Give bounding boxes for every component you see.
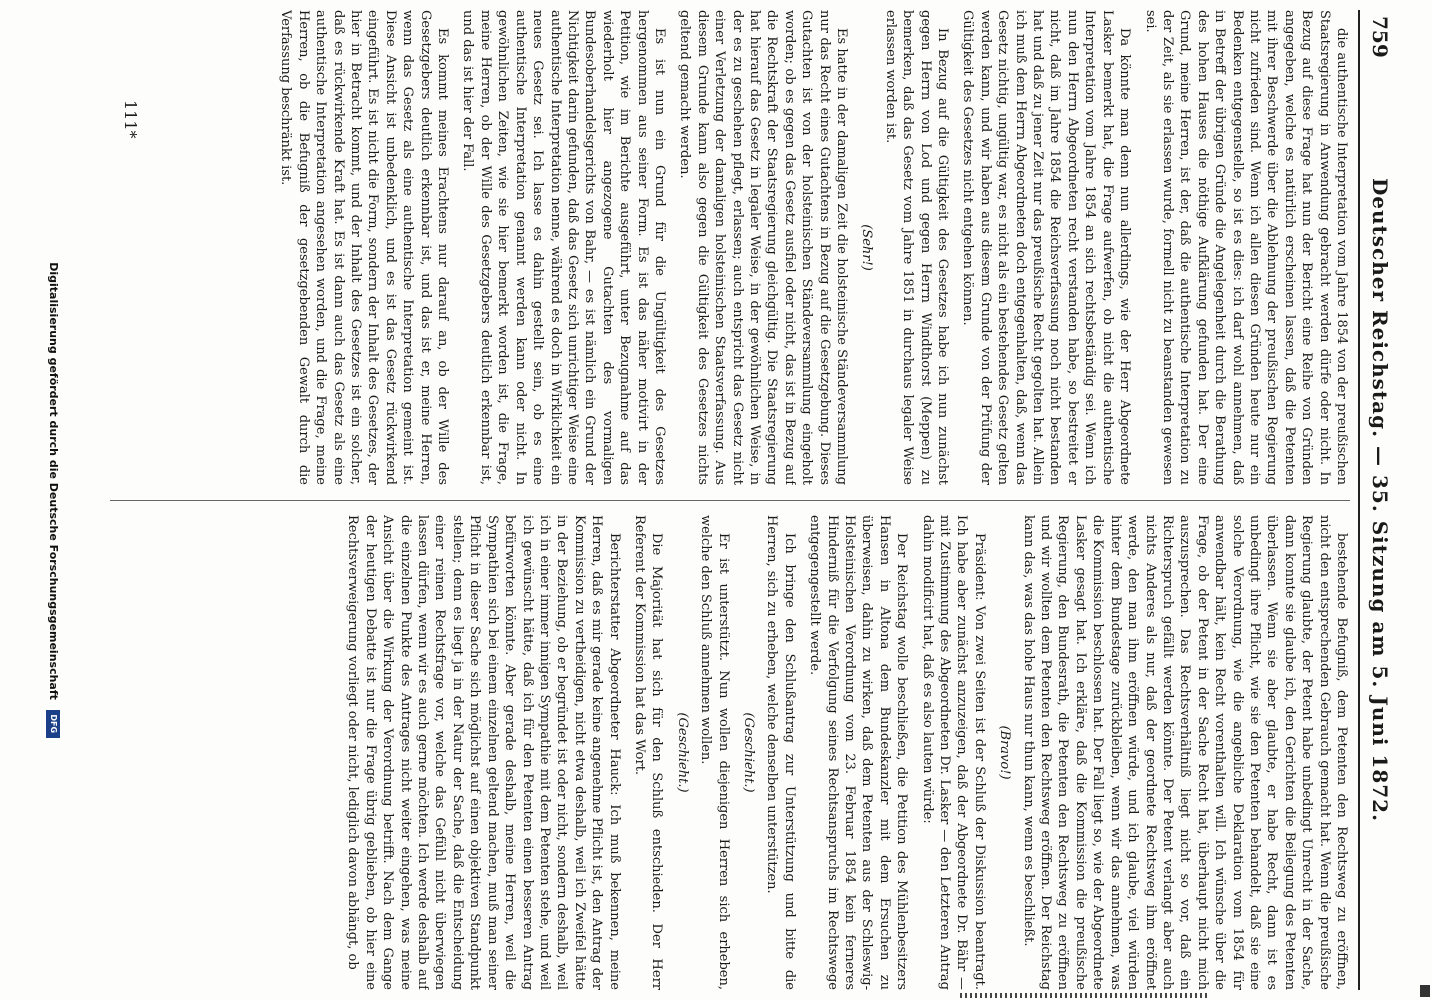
right-column <box>100 515 1350 990</box>
right-interjection: (Bravo!) <box>997 725 1013 780</box>
left-paragraph: In Bezug auf die Gültigkeit des Gesetzes habe ich nun zunächst gegen Herrn von Lod und gegen Herrn Windthorst (Meppen) zu bemerken, daß das Gesetz vom Jahre 1851 in durchaus legaler Weise erlassen worden ist. <box>882 10 951 485</box>
page-number: 759 <box>1368 16 1392 58</box>
dfg-logo: DFG <box>46 710 60 738</box>
credit-text: Digitalisierung gefördert durch die Deutsche Forschungsgemeinschaft <box>47 262 60 700</box>
right-paragraph: Ich bringe den Schlußantrag zur Unterstützung und bitte die Herren, sich zu erheben, welche denselben unterstützen. <box>764 515 797 990</box>
right-paragraph: Die Majorität hat sich für den Schluß entschieden. Der Herr Referent der Kommission hat das Wort. <box>631 515 665 990</box>
left-column <box>100 10 1350 485</box>
right-interjection: (Geschieht.) <box>741 712 756 793</box>
header-rule <box>1358 10 1360 990</box>
scan-edge-marks <box>960 993 1210 998</box>
signature-mark: 111* <box>121 100 140 139</box>
left-paragraph: Da könnte man denn nun allerdings, wie der Herr Abgeordnete Lasker bemerkt hat, die Frage aufwerfen, ob nicht die authentische Interpretation vom Jahre 1854 an sich rechtsbeständig sei. Wenn ich nun den Herrn Abgeordneten recht verstanden habe, so bestreitet er nicht, daß im Jahre 1854 die Reichsverfassung noch nicht bestanden hat und daß zu jener Zeit nur das preußische Recht gegolten hat. Allein ich muß dem Herrn Abgeordneten doch entgegenhalten, daß, wenn das Gesetz nichtig, ungültig war, es nicht als ein bestehendes Gesetz gelten werden kann, und wir haben aus diesem Grunde von der Prüfung der Gültigkeit des Gesetzes nicht entgehen können. <box>960 10 1133 485</box>
left-interjection: (Sehr!) <box>859 224 875 271</box>
right-interjection: (Geschieht.) <box>674 712 690 793</box>
left-paragraph: Es ist nun ein Grund für die Ungültigkeit des Gesetzes hergenommen aus seiner Form. Es ist das näher motivirt in der Petition, wie im Berichte ausgeführt, unter Bezugnahme auf das wiederholt hier angezogene Gutachten des vormaligen Bundesoberhandelsgerichts von Bahr, — es ist nämlich ein Grund der Nichtigkeit darin gefunden, daß das Gesetz sich unrichtiger Weise eine authentische Interpretation nenne, während es doch in Wirklichkeit ein neues Gesetz sei. Ich lasse es dahin gestellt sein, ob es eine authentische Interpretation genannt werden kann oder nicht. In gewöhnlichen Zeiten, wie sie hier bemerkt worden ist, die Frage, meine Herren, ob der Wille des Gesetzgebers deutlich erkennbar ist, und das ist hier der Fall. <box>460 10 667 485</box>
left-paragraph: Es kommt meines Erachtens nur darauf an, ob der Wille des Gesetzgebers deutlich erkennbar ist, und das ist er, meine Herren, wenn das Gesetz als eine authentische Interpretation gemeint ist. Diese Ansicht ist unbedenklich, und es ist das Gesetz rückwirkend eingeführt. Es ist nicht die Form, sondern der Inhalt des Gesetzes, der hier in Betracht kommt, und der Inhalt des Gesetzes ist ein solcher, daß es rückwirkende Kraft hat. Es ist dann auch das Gesetz als eine authentische Interpretation angesehen worden, und die Frage, meine Herren, ob die Befugniß der gesetzgebenden Gewalt durch die Verfassung beschränkt ist. <box>278 10 451 485</box>
right-paragraph: Berichterstatter Abgeordneter Hauck: Ich muß bekennen, meine Herren, daß es mir gerade keine angenehme Pflicht ist, den Antrag der Kommission zu vertheidigen, nicht etwa deshalb, weil ich Zweifel hätte in der Beziehung, ob er begründet ist oder nicht, sondern deshalb, weil ich in einer immer innigen Sympathie mit dem Petenten stehe, und weil ich gewünscht hätte, daß ich für den Petenten einen besseren Antrag befürworten könnte. Aber gerade deshalb, meine Herren, weil die Sympathien sich bei einem einzelnen geltend machen, muß man seiner Pflicht in dieser Sache sich möglichst auf einen objektiven Standpunkt stellen; denn es liegt ja in der Natur der Sache, daß die Entscheidung einer reinen Rechtsfrage vor, welche das Gefühl nicht überwiegen lassen dürfen, wenn wir es auch gerne möchten. Ich werde deshalb auf die einzelnen Punkte des Antrages nicht weiter eingehen, was meine Ansicht über die Wirkung der Verordnung betrifft. Nach dem Gange der heutigen Debatte ist nur die Frage übrig geblieben, ob hier eine Rechtsverweigerung vorliegt oder nicht, lediglich davon abhängt, ob <box>345 515 622 990</box>
right-paragraph: Der Reichstag wolle beschließen, die Petition des Mühlenbesitzers Hansen in Altona dem Bundeskanzler mit dem Ersuchen zu überweisen, dahin zu wirken, daß dem Petenten aus der Schleswig-Holsteinischen Verordnung vom 23. Februar 1854 kein ferneres Hinderniß für die Verfolgung seines Rechtsanspruchs im Rechtswege entgegengestellt werde. <box>807 515 910 990</box>
left-paragraph: Es hatte in der damaligen Zeit die holsteinische Ständeversammlung nur das Recht eines Gutachtens in Bezug auf die Gesetzgebung. Dieses Gutachten ist von der holsteinischen Ständeversammlung eingeholt worden; ob es gegen das Gesetz ausfiel oder nicht, das ist in Bezug auf die Rechtskraft der Staatsregierung gleichgültig. Die Staatsregierung hat hierauf das Gesetz in legaler Weise, in der gewöhnlichen Weise, in der es zu geschehen pflegt, erlassen; auch entspricht das Gesetz nicht einer Verletzung der damaligen holsteinischen Staatsverfassung. Aus diesem Grunde kann also gegen die Gültigkeit des Gesetzes nichts geltend gemacht werden. <box>677 10 850 485</box>
right-paragraph: Er ist unterstützt. Nun wollen diejenigen Herren sich erheben, welche den Schluß annehmen wollen. <box>698 515 731 990</box>
page-header <box>1364 10 1400 990</box>
column-divider <box>110 500 1350 501</box>
right-paragraph: Präsident: Von zwei Seiten ist der Schluß der Diskussion beantragt. Ich habe aber zunächst anzuzeigen, daß der Abgeordnete Dr. Bähr — mit Zustimmung des Abgeordneten Dr. Lasker — den Letzteren Antrag dahin modificirt hat, daß es also lauten würde: <box>919 515 987 990</box>
rotated-page-content <box>28 10 1400 990</box>
digitization-credit <box>46 10 60 990</box>
scan-corner-mark <box>1420 985 1430 997</box>
running-title: Deutscher Reichstag. — 35. Sitzung am 5. Juni 1872. <box>1368 177 1392 823</box>
left-paragraph: die authentische Interpretation vom Jahre 1854 von der preußischen Staatsregierung in Anwendung gebracht werden dürfe oder nicht. In Bezug auf diese Frage hat nun der Bericht eine Reihe von Gründen angegeben, welche es natürlich erscheinen lassen, daß die Petenten mit ihrer Beschwerde über die Ablehnung der preußischen Regierung nicht zufrieden sind. Wenn ich allen diesen Gründen heute nur ein Bedenken entgegenstelle, so ist es dies: ich darf wohl annehmen, daß in Betreff der übrigen Gründe die Angelegenheit durch die Berathung des hohen Hauses die nöthige Aufklärung gefunden hat. Der eine Grund, meine Herren, ist der, daß die authentische Interpretation zu der Zeit, als sie erlassen wurde, formell nicht zu beanstanden gewesen sei. <box>1142 10 1349 485</box>
right-paragraph: bestehende Befugniß, dem Petenten den Rechtsweg zu eröffnen, nicht den entsprechenden Gebrauch gemacht hat. Wenn die preußische Regierung glaubte, der Petent habe unbedingt Unrecht in der Sache, dann konnte sie glaube ich, den Gerichten die Beilegung des Petenten überlassen. Wenn sie aber glaubte, er habe Recht, dann ist es unbedingt ihre Pflicht, wie sie den Petenten behandelt, daß sie eine solche Verordnung, wie die angebliche Deklaration vom 1854 für anwendbar hält, kein Recht vorenthalten will. Ich wünsche über die Frage, ob der Petent in der Sache Recht hat, überhaupt nicht mich auszusprechen. Das Rechtsverhältniß liegt nicht so vor, daß ein Richterspruch gefällt werden könnte. Der Petent verlangt aber auch nichts Anderes als nur, daß der geordnete Rechtsweg ihm eröffnet werde, den man ihm eröffnen würde, und ich glaube, viel würden hinter dem Bundestage zurückbleiben, wenn wir das annehmen, was die Kommission beschlossen hat. Der Fall liegt so, wie der Abgeordnete Lasker gesagt hat. Ich erkläre, daß die Kommission die preußische Regierung, den Bundesrath, die Petenten den Rechtsweg zu eröffnen und wir wollten dem Petenten den Rechtsweg eröffnen. Der Reichstag kann das, was das hohe Haus nur thun kann, wenn es beschließt. <box>1020 515 1349 990</box>
